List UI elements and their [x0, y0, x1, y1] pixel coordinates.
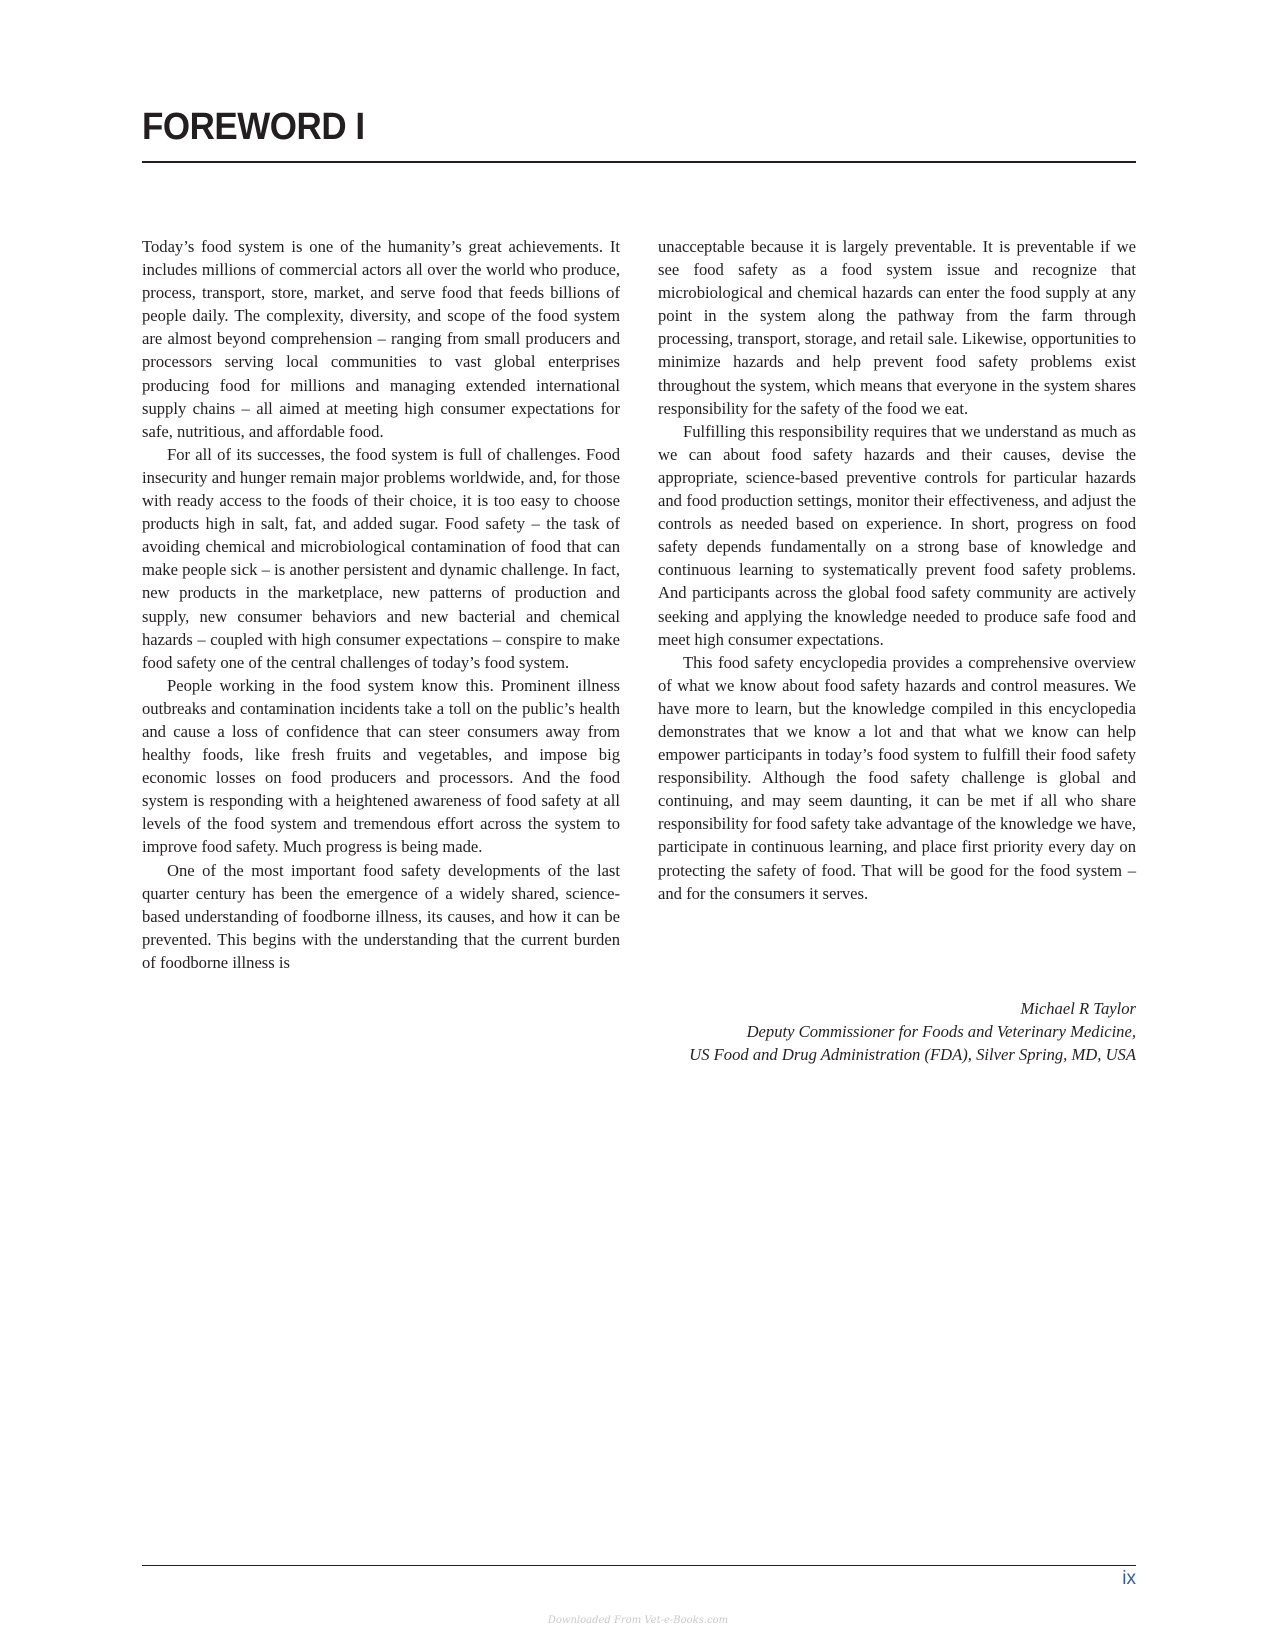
signature-block — [658, 997, 1136, 1066]
paragraph: unacceptable because it is largely preventable. It is preventable if we see food safety as a food system issue and recognize that microbiological and chemical hazards can enter the food supply at any point in the system along the pathway from the farm through processing, transport, storage, and retail sale. Likewise, opportunities to minimize hazards and help prevent food safety problems exist throughout the system, which means that everyone in the system shares responsibility for the safety of the food we eat. — [658, 237, 1136, 418]
signature-organization: US Food and Drug Administration (FDA), Silver Spring, MD, USA — [689, 1045, 1136, 1065]
footer-divider — [142, 1565, 1136, 1566]
paragraph: For all of its successes, the food system is full of challenges. Food insecurity and hunger remain major problems worldwide, and, for those with ready access to the foods of their choice, it is too easy to choose products high in salt, fat, and added sugar. Food safety – the task of avoiding chemical and microbiological contamination of food that can make people sick – is another persistent and dynamic challenge. In fact, new products in the marketplace, new patterns of production and supply, new consumer behaviors and new bacterial and chemical hazards – coupled with high consumer expectations – conspire to make food safety one of the central challenges of today’s food system. — [142, 444, 620, 672]
paragraph: Today’s food system is one of the humanity’s great achievements. It includes millions of commercial actors all over the world who produce, process, transport, store, market, and serve food that feeds billions of people daily. The complexity, diversity, and scope of the food system are almost beyond comprehension – ranging from small producers and processors serving local communities to vast global enterprises producing food for millions and managing extended international supply chains – all aimed at meeting high consumer expectations for safe, nutritious, and affordable food. — [142, 237, 620, 441]
right-column — [658, 235, 1136, 905]
paragraph: This food safety encyclopedia provides a comprehensive overview of what we know about food safety hazards and control measures. We have more to learn, but the knowledge compiled in this encyclopedia demonstrates that we know a lot and that what we know can help empower participants in today’s food system to fulfill their food safety responsibility. Although the food safety challenge is global and continuing, and may seem daunting, it can be met if all who share responsibility for food safety take advantage of the knowledge we have, participate in continuous learning, and place first priority every day on protecting the safety of food. That will be good for the food system – and for the consumers it serves. — [658, 652, 1136, 903]
signature-name: Michael R Taylor — [1020, 999, 1136, 1018]
signature-title: Deputy Commissioner for Foods and Veterinary Medicine, — [746, 1022, 1136, 1042]
left-column — [142, 235, 620, 974]
paragraph: One of the most important food safety developments of the last quarter century has been the emergence of a widely shared, science-based understanding of foodborne illness, its causes, and how it can be prevented. This begins with the understanding that the current burden of foodborne illness is — [142, 860, 620, 972]
watermark: Downloaded From Vet-e-Books.com — [547, 1615, 729, 1626]
page-title: FOREWORD I — [142, 106, 365, 148]
paragraph: Fulfilling this responsibility requires that we understand as much as we can about food safety hazards and their causes, devise the appropriate, science-based preventive controls for particular hazards and food production settings, monitor their effectiveness, and adjust the controls as needed based on experience. In short, progress on food safety depends fundamentally on a strong base of knowledge and continuous learning to systematically prevent food safety problems. And participants across the global food safety community are actively seeking and applying the knowledge needed to produce safe food and meet high consumer expectations. — [658, 421, 1136, 649]
paragraph: People working in the food system know this. Prominent illness outbreaks and contamination incidents take a toll on the public’s health and cause a loss of confidence that can steer consumers away from healthy foods, like fresh fruits and vegetables, and impose big economic losses on food producers and processors. And the food system is responding with a heightened awareness of food safety at all levels of the food system and tremendous effort across the system to improve food safety. Much progress is being made. — [142, 675, 620, 857]
title-divider — [142, 161, 1136, 163]
page-number: ix — [1122, 1568, 1136, 1589]
